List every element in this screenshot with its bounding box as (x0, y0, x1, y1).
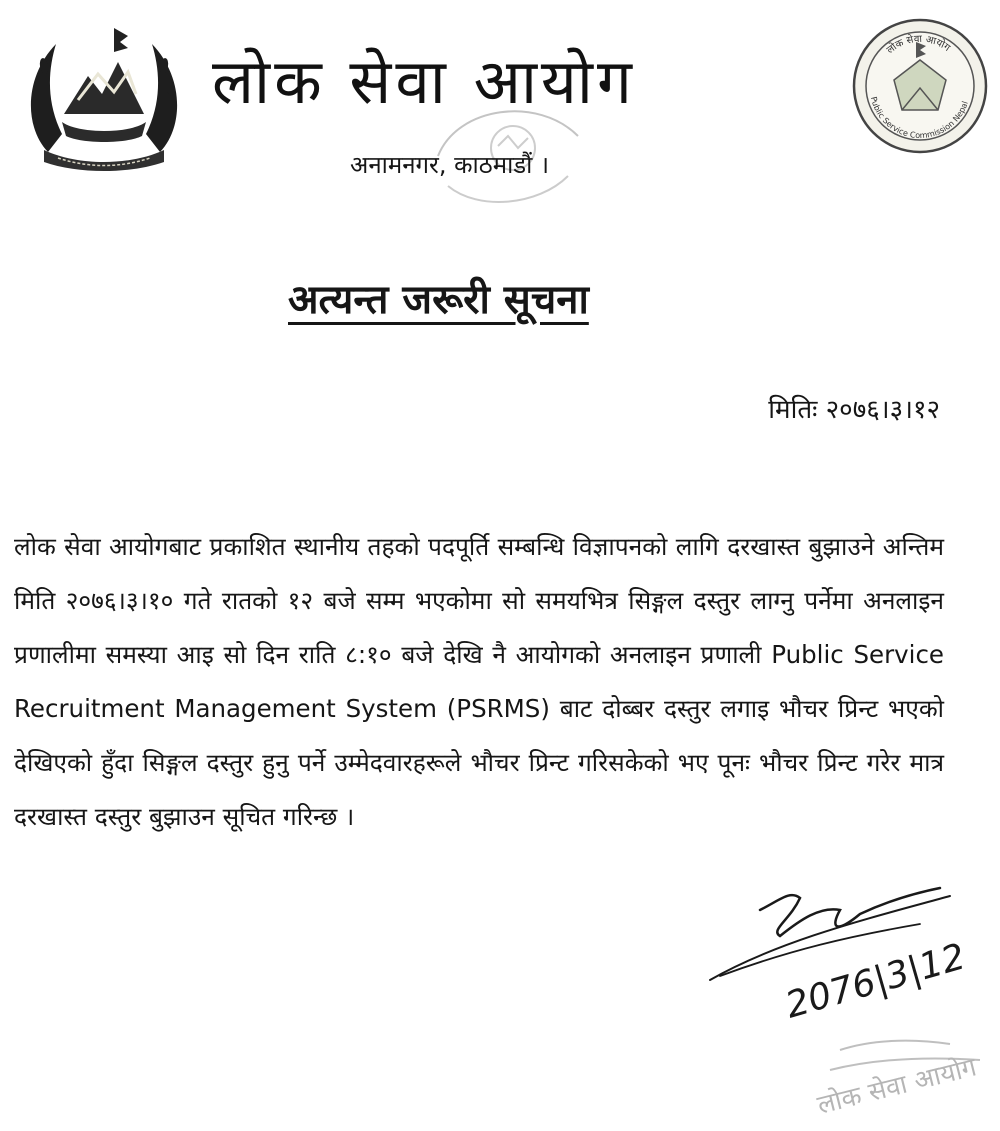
nepal-government-emblem-icon (18, 22, 190, 172)
signature-handwritten-date: 2076|3|12 (781, 936, 970, 1027)
notice-date: मितिः २०७६।३।१२ (768, 395, 940, 425)
notice-body: लोक सेवा आयोगबाट प्रकाशित स्थानीय तहको पदपूर्ति सम्बन्धि विज्ञापनको लागि दरखास्त बुझाउने अन्तिम मिति २०७६।३।१० गते रातको १२ बजे सम्म भएकोमा सो समयभित्र सिङ्गल दस्तुर लाग्नु पर्नेमा अनलाइन प्रणालीमा समस्या आइ सो दिन राति ८:१० बजे देखि नै आयोगको अनलाइन प्रणाली Public Service Recruitment Management System (PSRMS) बाट दोब्बर दस्तुर लगाइ भौचर प्रिन्ट भएको देखिएको हुँदा सिङ्गल दस्तुर हुनु पर्ने उम्मेदवारहरूले भौचर प्रिन्ट गरिसकेको भए पूनः भौचर प्रिन्ट गरेर मात्र दरखास्त दस्तुर बुझाउन सूचित गरिन्छ । (14, 532, 944, 831)
notice-title: अत्यन्त जरूरी सूचना (288, 277, 589, 323)
public-service-commission-seal-icon (850, 16, 990, 156)
office-stamp-text: लोक सेवा आयोग (814, 1052, 980, 1121)
seal-top-text: लोक सेवा आयोग (884, 33, 952, 57)
office-stamp-icon (800, 1010, 1000, 1130)
office-title: लोक सेवा आयोग (212, 45, 636, 118)
office-address: अनामनगर, काठमाडौं । (350, 151, 550, 179)
seal-ring-text: Public Service Commission Nepal (868, 95, 970, 141)
